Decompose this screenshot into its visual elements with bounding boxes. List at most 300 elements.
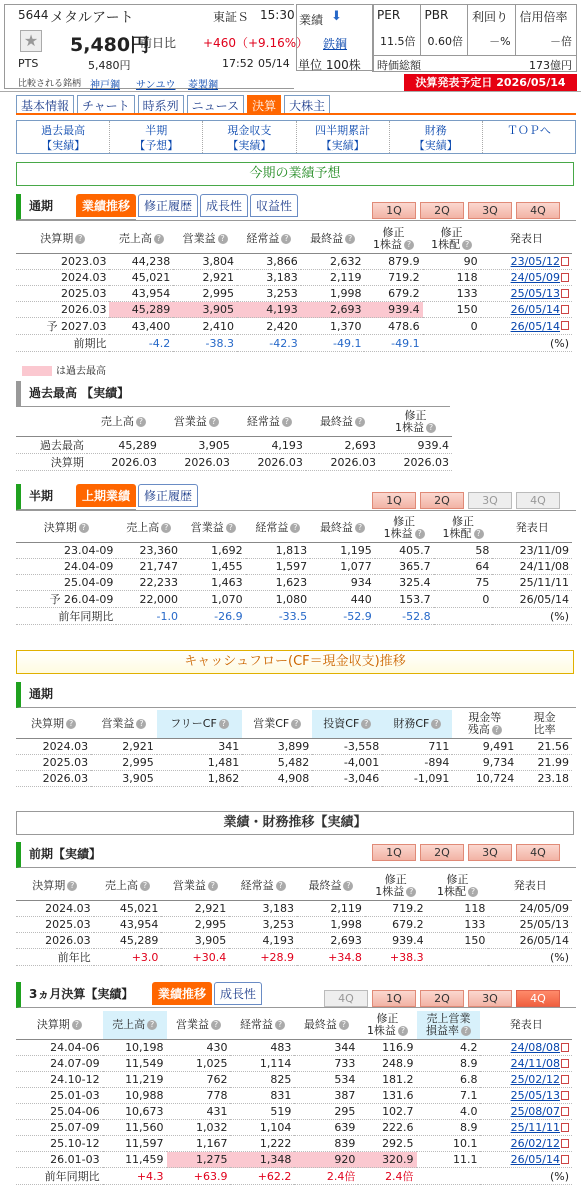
pdf-icon[interactable] [561,1123,569,1132]
table-cell: 11,597 [103,1136,167,1152]
col-header: 発表日 [492,514,572,543]
subtab-results[interactable]: 業績推移 [76,194,136,217]
table-cell: -3,046 [312,771,382,787]
table-cell: 133 [423,286,481,302]
table-row [16,901,572,917]
table-cell: 133 [427,917,489,933]
table-cell: 10,198 [103,1040,167,1056]
table-cell: 519 [230,1104,294,1120]
tab-chart[interactable]: チャート [77,95,135,113]
pbr-value: 0.60倍 [427,35,464,48]
table-cell: (%) [481,335,572,352]
pts-time: 17:52 [222,57,254,70]
stock-code: 5644 [18,8,49,22]
table-cell: 2024.03 [16,901,94,917]
table-row [16,335,572,352]
table-cell: 3,905 [173,302,237,318]
per-value: 11.5倍 [380,35,416,48]
table-cell: 24/05/09 [488,901,572,917]
q-tab[interactable]: 1Q [372,990,416,1007]
table-cell: -52.9 [310,608,375,625]
table-cell: (%) [492,608,572,625]
subtab-profitability[interactable]: 収益性 [250,194,298,217]
table-cell: 1,167 [167,1136,231,1152]
table-cell: 292.5 [358,1136,416,1152]
table-cell: 2024.03 [16,270,109,286]
table-cell: 831 [230,1088,294,1104]
table-cell: 1,813 [246,543,311,559]
table-cell: 2.4倍 [294,1168,358,1185]
table-cell: 248.9 [358,1056,416,1072]
table-cell: 7.1 [417,1088,481,1104]
col-header: 売上高 ? [87,408,160,437]
annual-subtabs [76,194,298,217]
quarter-tabs-prev [372,844,560,861]
table-cell: 45,289 [87,437,160,454]
q-tab[interactable]: 3Q [468,990,512,1007]
table-cell: 2026.03 [160,454,233,471]
q-tab[interactable]: 1Q [372,202,416,219]
m3-subtabs [152,982,262,1005]
q-tab[interactable]: 4Q [516,990,560,1007]
table-cell: 2,995 [173,286,237,302]
col-header: 修正 1株配 ? [427,872,489,901]
table-cell: 1,104 [230,1120,294,1136]
table-cell: 1,195 [310,543,375,559]
table-cell: +3.0 [94,949,162,966]
legend: は過去最高 [22,362,106,377]
col-header: 発表日 [480,1011,572,1040]
table-cell: 1,070 [181,591,246,608]
record-section-title: 過去最高 【実績】 [16,381,450,407]
annual-table [16,225,572,352]
table-cell: 1,998 [301,286,365,302]
table-cell: 予 26.04-09 [16,591,116,608]
table-cell: 2,119 [301,270,365,286]
tab-earnings[interactable]: 決算 [247,95,281,113]
table-cell: 21.99 [517,755,572,771]
table-cell: 118 [423,270,481,286]
table-cell: 2026.03 [16,933,94,949]
table-cell: 1,862 [157,771,242,787]
table-cell: 43,954 [109,286,173,302]
trading-unit: 単位 100株 [298,58,361,72]
pdf-icon[interactable] [561,321,569,330]
table-cell: 2026.03 [379,454,452,471]
table-cell: -49.1 [301,335,365,352]
yield-value: －% [489,35,511,48]
col-header: 最終益 ? [297,872,365,901]
col-header: 修正 1株益 ? [358,1011,416,1040]
col-header: 修正 1株益 ? [379,408,452,437]
table-row [16,286,572,302]
table-cell: 2,410 [173,318,237,335]
table-cell: 2,632 [301,254,365,270]
table-cell: -49.1 [364,335,422,352]
pts-label: PTS [18,57,39,70]
table-cell: 前年同期比 [16,1168,103,1185]
table-row [16,771,572,787]
quarter-tabs-annual [372,202,560,219]
table-cell: 2.4倍 [358,1168,416,1185]
link-half[interactable]: 半期 【予想】 [110,121,203,153]
prev-label: 前日比 [140,36,177,50]
table-cell: 150 [427,933,489,949]
link-top[interactable]: ＴＯＰへ [506,124,551,137]
table-cell: 4,193 [237,302,301,318]
col-header: 最終益 ? [294,1011,358,1040]
table-cell: -894 [382,755,452,771]
table-cell: 719.2 [365,901,427,917]
margin-value: －倍 [550,35,573,48]
table-cell: -1,091 [382,771,452,787]
table-cell: 26.01-03 [16,1152,103,1168]
subtab-first-half[interactable]: 上期業績 [76,484,136,507]
table-cell: 11,549 [103,1056,167,1072]
table-row [16,739,572,755]
table-cell: 58 [434,543,493,559]
main-tabs [16,95,330,113]
table-cell: 2026.03 [233,454,306,471]
tab-shareholders[interactable]: 大株主 [284,95,330,113]
col-header: 決算期 ? [16,514,116,543]
table-row [16,949,572,966]
industry-label: 業績 [299,13,324,27]
table-cell: 前年同期比 [16,608,116,625]
table-cell: 過去最高 [16,437,87,454]
table-cell: +4.3 [103,1168,167,1185]
col-header: 最終益 ? [310,514,375,543]
cf-table [16,710,572,787]
table-cell: 102.7 [358,1104,416,1120]
compare-link-2[interactable]: サンユウ [136,80,176,91]
star-icon[interactable]: ★ [20,30,42,52]
cf-banner: キャッシュフロー(CF＝現金収支)推移 [16,650,574,674]
col-header: 決算期 ? [16,1011,103,1040]
table-cell: 153.7 [375,591,434,608]
table-cell: 10.1 [417,1136,481,1152]
table-cell: 25.07-09 [16,1120,103,1136]
table-cell: 6.8 [417,1072,481,1088]
pdf-icon[interactable] [561,1043,569,1052]
table-cell: 8.9 [417,1056,481,1072]
table-cell: 534 [294,1072,358,1088]
col-header: 売上高 ? [109,225,173,254]
col-header: 修正 1株益 ? [375,514,434,543]
table-cell: 2025.03 [16,755,91,771]
table-cell: 11.1 [417,1152,481,1168]
col-header: 営業益 ? [181,514,246,543]
table-row [16,608,572,625]
col-header: 修正 1株益 ? [364,225,422,254]
prev-table [16,872,572,966]
table-cell: 2025.03 [16,917,94,933]
table-cell[interactable]: 25/05/13 [480,1088,572,1104]
table-cell: 3,905 [160,437,233,454]
subtab-half-revisions[interactable]: 修正履歴 [138,484,198,507]
table-cell: 131.6 [358,1088,416,1104]
q-tab[interactable]: 4Q [516,492,560,509]
compare-link-3[interactable]: 菱製鋼 [188,80,218,91]
annual-section-title: 通期 [16,194,136,220]
quarter-tabs-m3 [324,990,560,1007]
table-cell: 75 [434,575,493,591]
table-cell: 23,360 [116,543,181,559]
table-cell: 1,080 [246,591,311,608]
table-cell: +34.8 [297,949,365,966]
table-cell: 939.4 [379,437,452,454]
table-cell: 825 [230,1072,294,1088]
col-header: 現金等 残高 ? [452,710,517,739]
pts-price: 5,480円 [88,59,131,72]
table-cell: 9,734 [452,755,517,771]
col-header: 投資CF ? [312,710,382,739]
table-cell: +63.9 [167,1168,231,1185]
table-cell[interactable]: 25/11/11 [480,1120,572,1136]
table-cell: 116.9 [358,1040,416,1056]
subtab-m3-results[interactable]: 業績推移 [152,982,212,1005]
stock-price: 5,480円 [70,34,150,56]
table-row [16,318,572,335]
table-cell[interactable]: 25/05/13 [481,286,572,302]
link-finance[interactable]: 財務 【実績】 [390,121,483,153]
table-row [16,1056,572,1072]
table-cell: 25/05/13 [488,917,572,933]
table-cell: 90 [423,254,481,270]
q-tab[interactable]: 2Q [420,844,464,861]
col-header: 最終益 ? [301,225,365,254]
table-cell: 2,921 [161,901,229,917]
table-cell: -4.2 [109,335,173,352]
prev-section-title: 前期【実績】 [16,842,576,868]
m3-section-title: 3ヵ月決算【実績】 [16,982,576,1008]
table-cell: -33.5 [246,608,311,625]
table-cell: 23/11/09 [492,543,572,559]
table-cell: 939.4 [365,933,427,949]
table-row [16,254,572,270]
table-cell: 1,455 [181,559,246,575]
col-header: フリーCF ? [157,710,242,739]
table-cell: -1.0 [116,608,181,625]
link-record[interactable]: 過去最高 【実績】 [17,121,110,153]
table-cell: 決算期 [16,454,87,471]
link-cash[interactable]: 現金収支 【実績】 [203,121,296,153]
table-cell: -4,001 [312,755,382,771]
table-cell[interactable]: 26/05/14 [481,302,572,318]
table-row [16,591,572,608]
table-cell: -3,558 [312,739,382,755]
table-cell: 予 2027.03 [16,318,109,335]
stock-name: メタルアート [50,10,134,26]
q-tab[interactable]: 2Q [420,202,464,219]
table-cell: 64 [434,559,493,575]
table-row [16,755,572,771]
table-cell: 1,077 [310,559,375,575]
col-header: 決算期 ? [16,872,94,901]
table-cell: +62.2 [230,1168,294,1185]
table-cell: 1,348 [230,1152,294,1168]
table-cell: 3,905 [161,933,229,949]
pdf-icon[interactable] [561,257,569,266]
table-cell[interactable]: 24/05/09 [481,270,572,286]
table-cell: 3,899 [242,739,312,755]
pdf-icon[interactable] [561,273,569,282]
half-table [16,514,572,625]
table-cell[interactable]: 25/02/12 [480,1072,572,1088]
table-cell: +30.4 [161,949,229,966]
table-cell: 778 [167,1088,231,1104]
table-row [16,1120,572,1136]
market-cap [372,56,577,72]
col-header: 営業益 ? [160,408,233,437]
table-cell: 344 [294,1040,358,1056]
table-row [16,917,572,933]
forecast-banner: 今期の業績予想 [16,162,574,186]
yield-label: 利回り [472,10,509,24]
subtab-growth[interactable]: 成長性 [200,194,248,217]
table-cell: 2,995 [161,917,229,933]
table-cell: 4.0 [417,1104,481,1120]
col-header: 営業益 ? [91,710,157,739]
margin-label: 信用倍率 [519,10,568,24]
table-cell: 23.18 [517,771,572,787]
q-tab[interactable]: 4Q [324,990,368,1007]
table-cell: 1,692 [181,543,246,559]
q-tab[interactable]: 3Q [468,492,512,509]
table-cell: 2,995 [91,755,157,771]
table-cell: 11,459 [103,1152,167,1168]
finance-banner: 業績・財務推移【実績】 [16,811,574,835]
q-tab[interactable]: 2Q [420,990,464,1007]
pdf-icon[interactable] [561,1091,569,1100]
table-cell: 45,021 [109,270,173,286]
q-tab[interactable]: 4Q [516,202,560,219]
table-cell: 1,114 [230,1056,294,1072]
table-cell[interactable]: 26/05/14 [481,318,572,335]
q-tab[interactable]: 2Q [420,492,464,509]
col-header: 営業益 ? [161,872,229,901]
table-cell: 26/05/14 [488,933,572,949]
table-cell: 11,560 [103,1120,167,1136]
table-cell: 639 [294,1120,358,1136]
table-row [16,1072,572,1088]
pdf-icon[interactable] [561,1075,569,1084]
tab-underline [16,113,576,115]
col-header: 修正 1株益 ? [365,872,427,901]
col-header: 経常益 ? [237,225,301,254]
table-row [16,1136,572,1152]
pdf-icon[interactable] [561,1059,569,1068]
half-subtabs [76,484,198,507]
table-row [16,1088,572,1104]
table-cell[interactable]: 26/02/12 [480,1136,572,1152]
subtab-m3-growth[interactable]: 成長性 [214,982,262,1005]
table-cell: 2026.03 [16,302,109,318]
table-cell[interactable]: 24/11/08 [480,1056,572,1072]
pdf-icon[interactable] [561,1139,569,1148]
table-cell: -38.3 [173,335,237,352]
table-cell[interactable]: 24/08/08 [480,1040,572,1056]
table-cell: 3,905 [91,771,157,787]
q-tab[interactable]: 4Q [516,844,560,861]
table-cell[interactable]: 23/05/12 [481,254,572,270]
table-cell: 4,193 [233,437,306,454]
pdf-icon[interactable] [561,1155,569,1164]
table-cell: 2,693 [306,437,379,454]
table-cell: 1,025 [167,1056,231,1072]
table-cell: -42.3 [237,335,301,352]
stock-header [0,0,581,92]
table-cell: 45,021 [94,901,162,917]
table-cell: 前年比 [16,949,94,966]
table-row [16,270,572,286]
quote-time: 15:30 [260,8,295,22]
table-cell: 1,597 [246,559,311,575]
table-cell: 25.04-06 [16,1104,103,1120]
table-cell: 478.6 [364,318,422,335]
earnings-date-badge: 決算発表予定日 2026/05/14 [404,74,577,91]
col-header: 売上高 ? [94,872,162,901]
q-tab[interactable]: 3Q [468,202,512,219]
q-tab[interactable]: 3Q [468,844,512,861]
pts-date: 05/14 [258,57,290,70]
q-tab[interactable]: 1Q [372,844,416,861]
table-cell: 25.10-12 [16,1136,103,1152]
table-cell: 10,724 [452,771,517,787]
metrics-box [372,4,577,56]
q-tab[interactable]: 1Q [372,492,416,509]
table-cell: 3,253 [229,917,297,933]
table-cell: 21,747 [116,559,181,575]
compare-link-1[interactable]: 神戸鋼 [90,80,120,91]
table-cell: 405.7 [375,543,434,559]
col-header: 最終益 ? [306,408,379,437]
pdf-icon[interactable] [561,1107,569,1116]
table-cell: 1,370 [301,318,365,335]
tab-timeseries[interactable]: 時系列 [138,95,184,113]
subtab-revisions[interactable]: 修正履歴 [138,194,198,217]
table-cell: 45,289 [94,933,162,949]
pdf-icon[interactable] [561,305,569,314]
table-cell: 733 [294,1056,358,1072]
market-cap-value: 173億円 [529,59,572,72]
table-cell [423,335,481,352]
table-cell: 181.2 [358,1072,416,1088]
industry-link[interactable]: 鉄鋼 [323,37,348,51]
record-table [16,408,452,471]
table-cell: 1,032 [167,1120,231,1136]
col-header: 修正 1株配 ? [434,514,493,543]
tab-news[interactable]: ニュース [187,95,244,113]
table-cell: 24.07-09 [16,1056,103,1072]
table-cell: 222.6 [358,1120,416,1136]
table-cell: (%) [488,949,572,966]
link-quarterly[interactable]: 四半期累計 【実績】 [297,121,390,153]
quarter-tabs-half [372,492,560,509]
table-cell: 295 [294,1104,358,1120]
col-header: 売上高 ? [116,514,181,543]
tab-basic[interactable]: 基本情報 [16,95,74,113]
col-header: 経常益 ? [230,1011,294,1040]
col-header: 売上高 ? [103,1011,167,1040]
table-cell[interactable]: 26/05/14 [480,1152,572,1168]
table-cell: 4,908 [242,771,312,787]
table-cell[interactable]: 25/08/07 [480,1104,572,1120]
table-cell: 0 [423,318,481,335]
table-cell: 430 [167,1040,231,1056]
pdf-icon[interactable] [561,289,569,298]
table-row [16,933,572,949]
